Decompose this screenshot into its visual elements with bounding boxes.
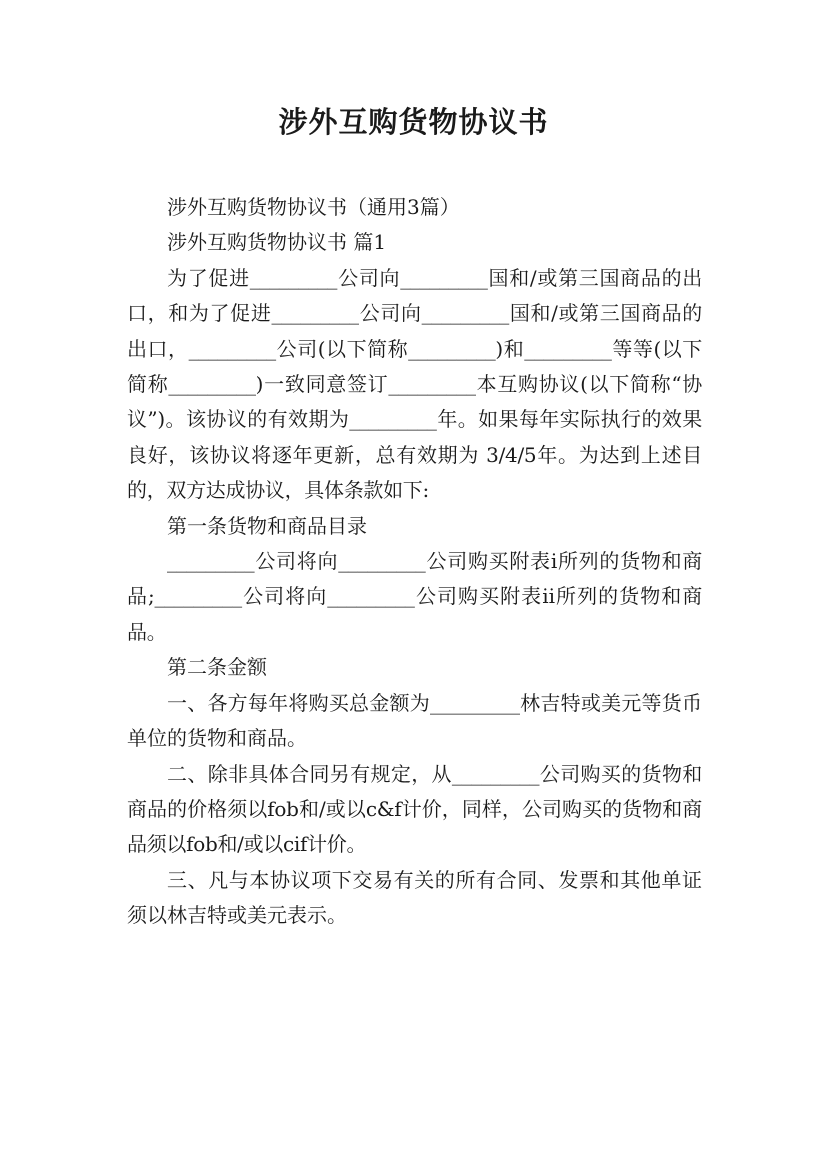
paragraph-subtitle: 涉外互购货物协议书（通用3篇） xyxy=(167,195,460,219)
paragraph-article-2-clause-1: 一、各方每年将购买总金额为_________林吉特或美元等货币单位的货物和商品。 xyxy=(127,690,702,751)
paragraph-article-2-clause-2: 二、除非具体合同另有规定，从_________公司购买的货物和商品的价格须以fob和/或以c&f计价，同样，公司购买的货物和商品须以fob和/或以cif计价。 xyxy=(127,761,702,857)
document-title: 涉外互购货物协议书 xyxy=(278,105,549,139)
paragraph-article-1-body: _________公司将向_________公司购买附表ⅰ所列的货物和商品;_________公司将向_________公司购买附表ⅱ所列的货物和商品。 xyxy=(127,549,702,644)
paragraph-article-2-clause-3: 三、凡与本协议项下交易有关的所有合同、发票和其他单证须以林吉特或美元表示。 xyxy=(127,867,702,928)
paragraph-article-1-heading: 第一条货物和商品目录 xyxy=(167,513,367,538)
document-body xyxy=(127,190,702,934)
paragraph-preamble: 为了促进_________公司向_________国和/或第三国商品的出口，和为了促进_________公司向_________国和/或第三国商品的出口，_________公司(以下简称_________)和_________等等(以下简称_________)一致同意签订_________本互购协议(以下简称“协议”)。该协议的有效期为_________年。如果每年实际执行的效果良好，该协议将逐年更新，总有效期为 3/4/5年。为达到上述目的，双方达成协议，具体条款如下: xyxy=(127,265,702,503)
paragraph-article-2-heading: 第二条金额 xyxy=(167,655,267,680)
paragraph-section-heading: 涉外互购货物协议书 篇1 xyxy=(167,230,387,255)
